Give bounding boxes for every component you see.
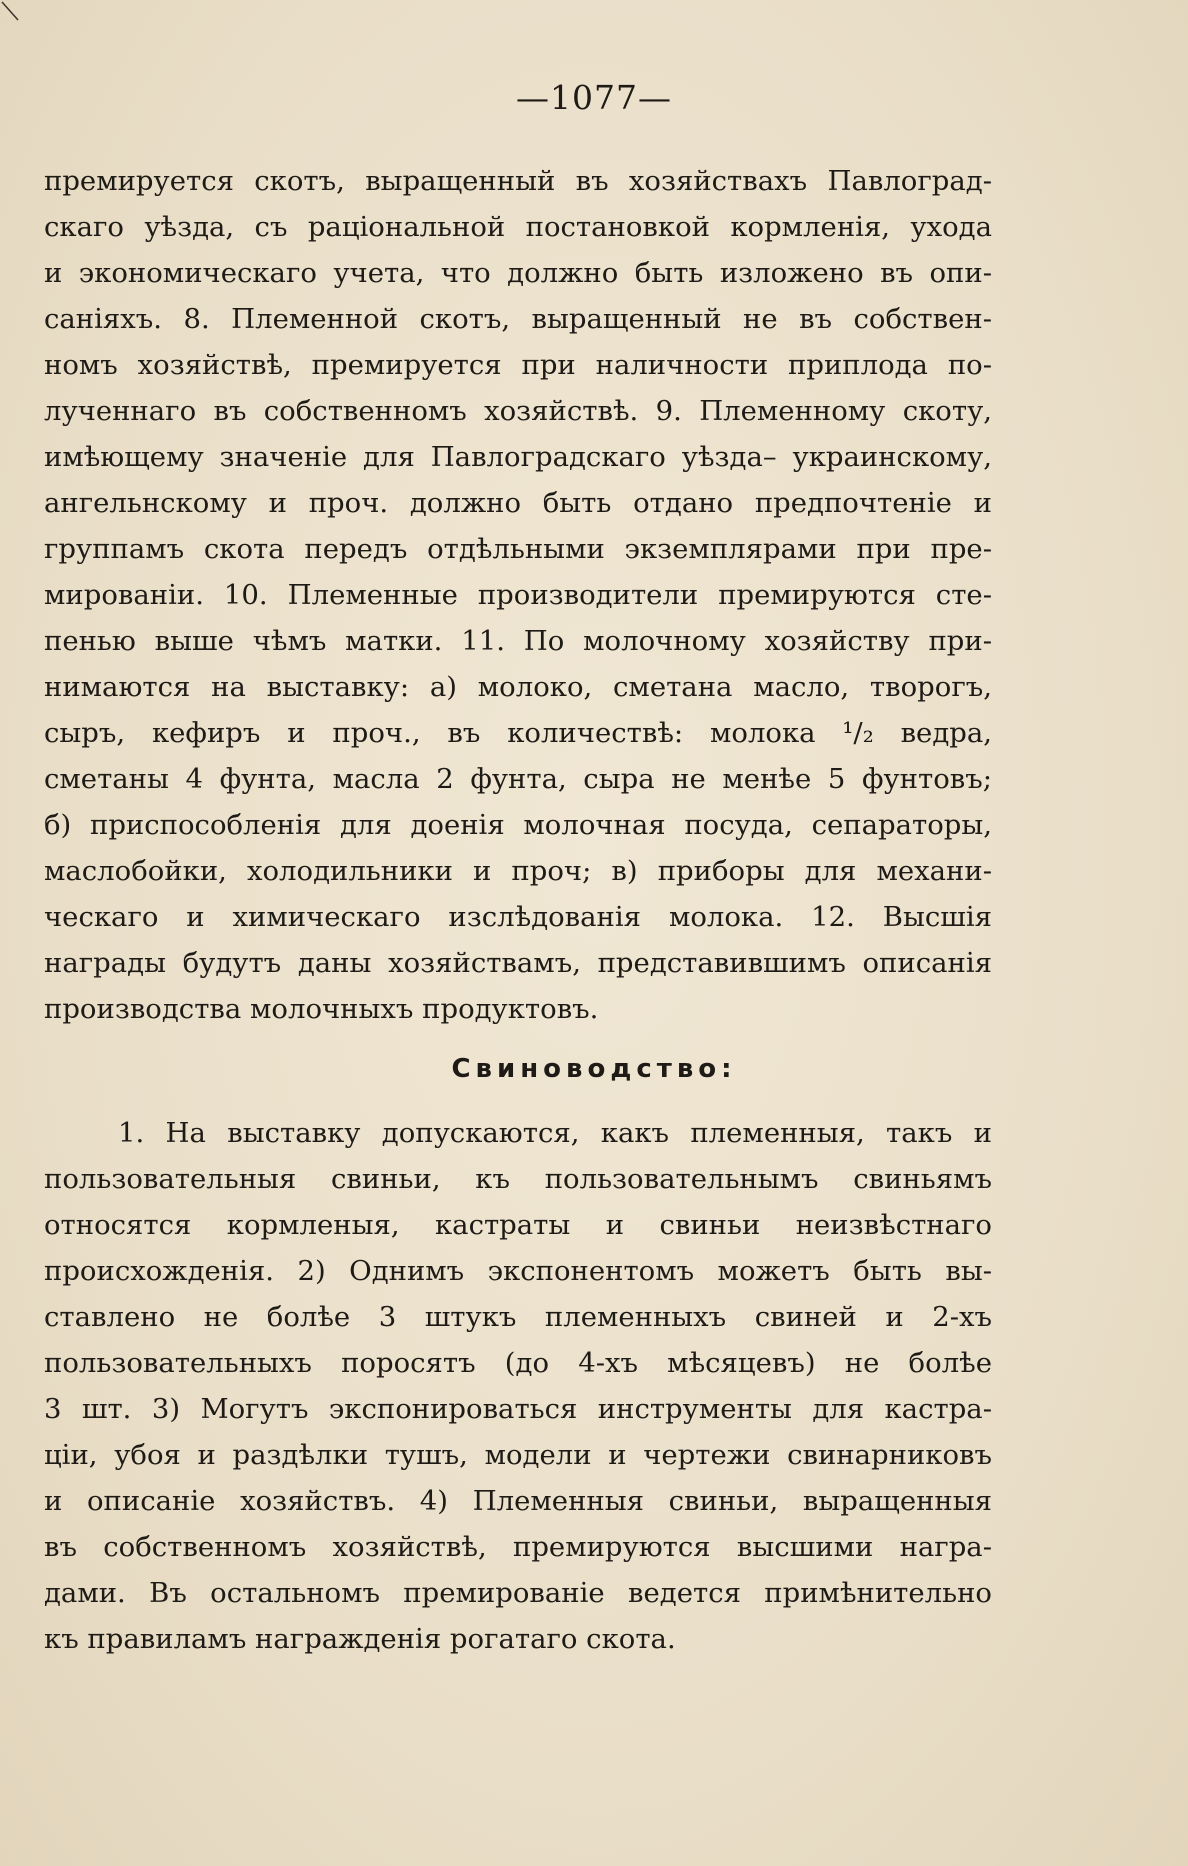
text-line: премируется скотъ, выращенный въ хозяйствахъ Павлоград- [44,165,992,197]
text-line: пенью выше чѣмъ матки. 11. По молочному хозяйству при- [44,625,992,657]
text-line: б) приспособленія для доенія молочная посуда, сепараторы, [44,809,992,841]
text-line: ческаго и химическаго изслѣдованія молока. 12. Высшія [44,901,992,933]
text-line: сметаны 4 фунта, масла 2 фунта, сыра не менѣе 5 фунтовъ; [44,763,992,795]
text-line: сыръ, кефиръ и проч., въ количествѣ: молока ¹/₂ ведра, [44,717,992,749]
text-line: мированіи. 10. Племенные производители премируются сте- [44,579,992,611]
page-corner-mark [0,0,40,40]
text-line: и описаніе хозяйствъ. 4) Племенныя свиньи, выращенныя [44,1485,992,1517]
paragraph-pig-breeding [44,1110,992,1662]
section-heading: Свиноводство: [451,1054,737,1084]
text-line: къ правиламъ награжденія рогатаго скота. [44,1623,676,1655]
text-line: ставлено не болѣе 3 штукъ племенныхъ свиней и 2-хъ [44,1301,992,1333]
page-number: —1077— [516,78,672,117]
text-line: ангельнскому и проч. должно быть отдано предпочтеніе и [44,487,992,519]
text-line: ціи, убоя и раздѣлки тушъ, модели и чертежи свинарниковъ [44,1439,992,1471]
text-line: группамъ скота передъ отдѣльными экземплярами при пре- [44,533,992,565]
text-line: саніяхъ. 8. Племенной скотъ, выращенный не въ собствен- [44,303,992,335]
text-line: происхожденія. 2) Однимъ экспонентомъ можетъ быть вы- [44,1255,992,1287]
paragraph-livestock [44,158,992,1032]
text-line: 3 шт. 3) Могутъ экспонироваться инструменты для кастра- [44,1393,992,1425]
text-line: дами. Въ остальномъ премированіе ведется примѣнительно [44,1577,992,1609]
text-line: производства молочныхъ продуктовъ. [44,993,599,1025]
text-line: относятся кормленыя, кастраты и свиньи неизвѣстнаго [44,1209,992,1241]
text-line: пользовательныхъ поросятъ (до 4-хъ мѣсяцевъ) не болѣе [44,1347,992,1379]
text-line: имѣющему значеніе для Павлоградскаго уѣзда– украинскому, [44,441,992,473]
text-line: въ собственномъ хозяйствѣ, премируются высшими награ- [44,1531,992,1563]
text-line: награды будутъ даны хозяйствамъ, представившимъ описанія [44,947,992,979]
text-line: лученнаго въ собственномъ хозяйствѣ. 9. Племенному скоту, [44,395,992,427]
text-line: 1. На выставку допускаются, какъ племенныя, такъ и [118,1117,992,1149]
text-line: скаго уѣзда, съ раціональной постановкой кормленія, ухода [44,211,992,243]
text-line: маслобойки, холодильники и проч; в) приборы для механи- [44,855,992,887]
text-line: пользовательныя свиньи, къ пользовательнымъ свиньямъ [44,1163,992,1195]
text-line: номъ хозяйствѣ, премируется при наличности приплода по- [44,349,992,381]
text-line: и экономическаго учета, что должно быть изложено въ опи- [44,257,992,289]
text-line: нимаются на выставку: а) молоко, сметана масло, творогъ, [44,671,992,703]
